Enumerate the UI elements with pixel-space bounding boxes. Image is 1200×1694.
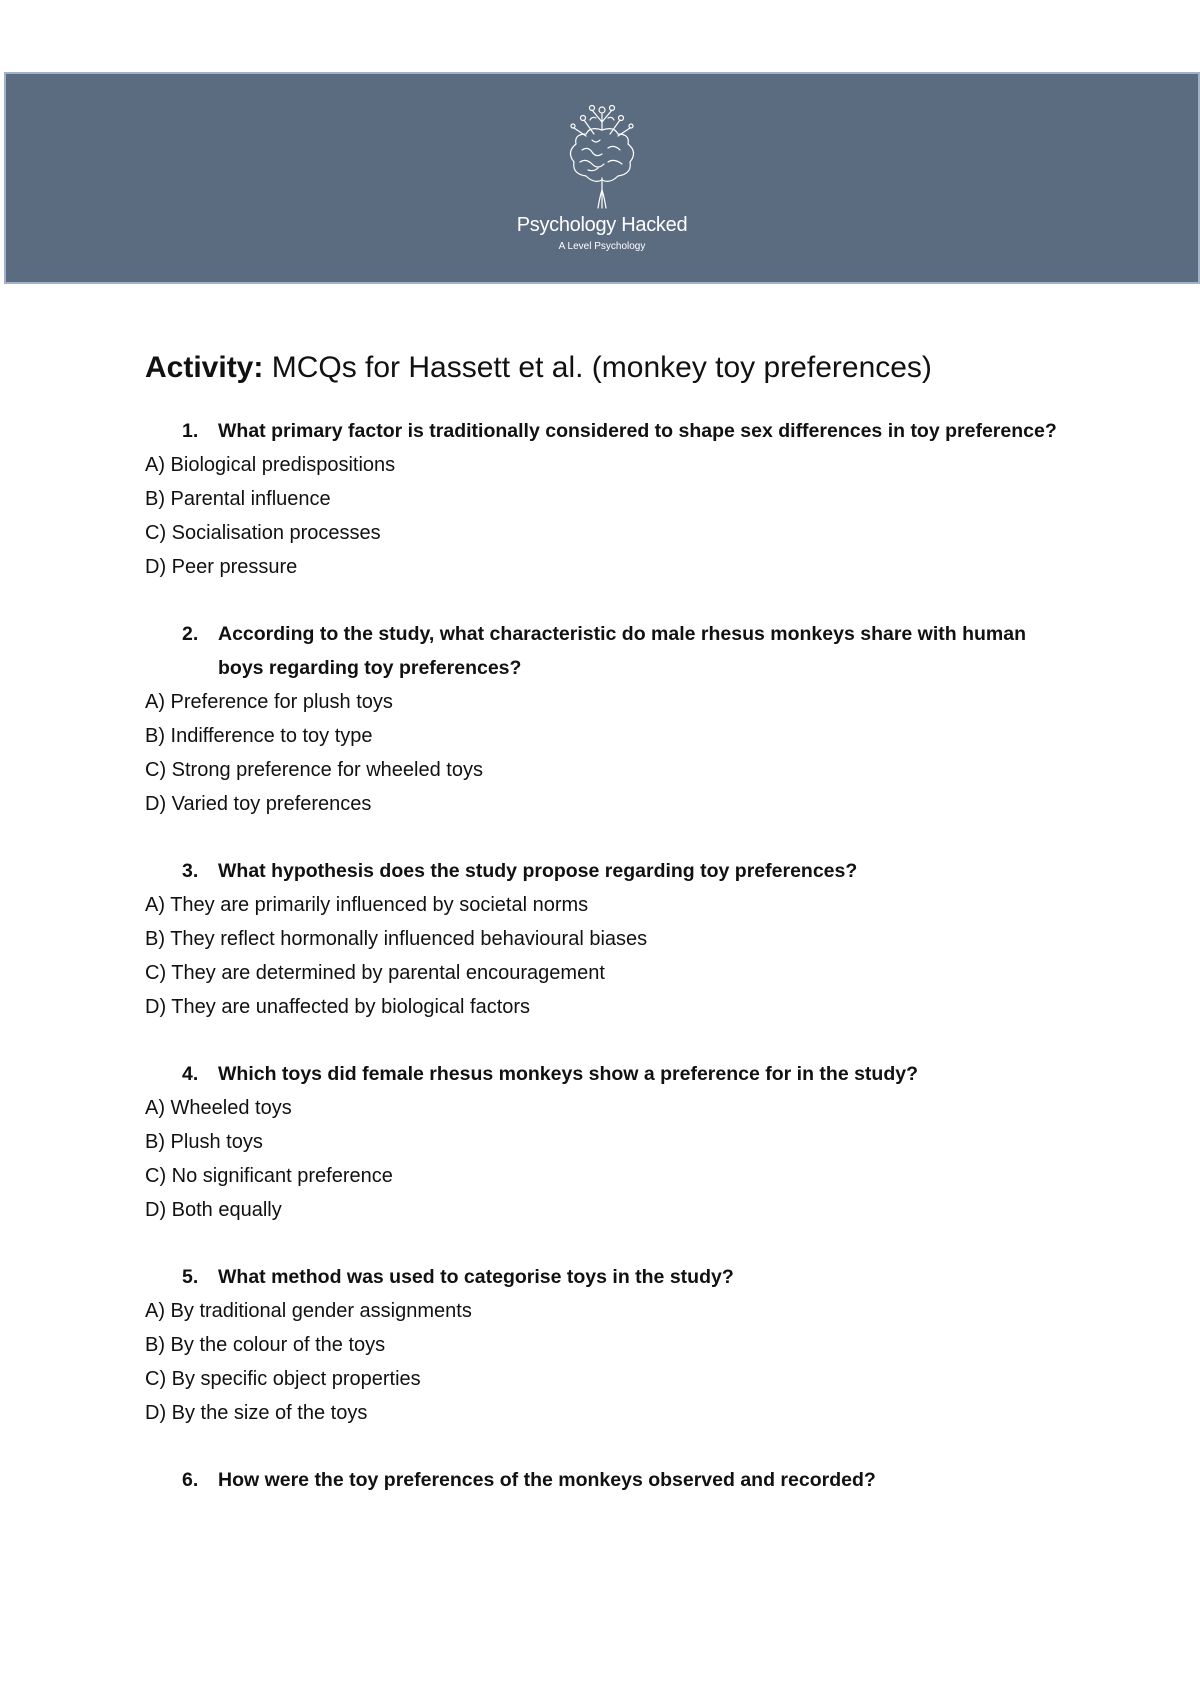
option-b: B) Indifference to toy type <box>145 725 373 747</box>
option-c: C) By specific object properties <box>145 1368 421 1390</box>
question-number: 2. <box>182 623 199 645</box>
question-4 <box>145 1057 1065 1227</box>
question-text: How were the toy preferences of the monkeys observed and recorded? <box>218 1469 876 1491</box>
logo <box>472 100 732 252</box>
option-b: B) Plush toys <box>145 1131 263 1153</box>
question-6 <box>145 1463 1065 1497</box>
brand-tagline: A Level Psychology <box>558 241 646 252</box>
question-number: 4. <box>182 1063 199 1085</box>
question-2 <box>145 617 1065 821</box>
option-d: D) By the size of the toys <box>145 1402 368 1424</box>
option-d: D) Varied toy preferences <box>145 793 372 815</box>
option-a: A) By traditional gender assignments <box>145 1300 472 1322</box>
header-banner <box>4 72 1200 284</box>
option-a: A) Wheeled toys <box>145 1097 292 1119</box>
question-3 <box>145 854 1065 1024</box>
option-d: D) They are unaffected by biological factors <box>145 996 531 1018</box>
option-a: A) They are primarily influenced by societal norms <box>145 894 589 916</box>
question-number: 3. <box>182 860 199 882</box>
option-c: C) Socialisation processes <box>145 522 381 544</box>
option-a: A) Biological predispositions <box>145 454 396 476</box>
question-number: 1. <box>182 420 199 442</box>
brain-tree-icon <box>552 100 652 212</box>
title-lead: Activity: <box>145 351 264 384</box>
question-text: Which toys did female rhesus monkeys show a preference for in the study? <box>218 1063 919 1085</box>
option-c: C) No significant preference <box>145 1165 393 1187</box>
question-5 <box>145 1260 1065 1430</box>
question-number: 6. <box>182 1469 199 1491</box>
question-text: According to the study, what characteristic do male rhesus monkeys share with human boys regarding toy preferences? <box>218 623 1027 679</box>
brand-name: Psychology Hacked <box>516 214 688 236</box>
question-text: What primary factor is traditionally considered to shape sex differences in toy preference? <box>218 420 1057 442</box>
question-number: 5. <box>182 1266 199 1288</box>
question-text: What hypothesis does the study propose regarding toy preferences? <box>218 860 858 882</box>
option-b: B) Parental influence <box>145 488 331 510</box>
question-text: What method was used to categorise toys in the study? <box>218 1266 734 1288</box>
option-a: A) Preference for plush toys <box>145 691 393 713</box>
question-1 <box>145 414 1065 584</box>
option-c: C) They are determined by parental encouragement <box>145 962 605 984</box>
option-b: B) By the colour of the toys <box>145 1334 386 1356</box>
option-b: B) They reflect hormonally influenced behavioural biases <box>145 928 648 950</box>
title-text: MCQs for Hassett et al. (monkey toy preferences) <box>271 351 932 384</box>
option-d: D) Both equally <box>145 1199 282 1221</box>
worksheet-content <box>145 350 1065 1530</box>
option-c: C) Strong preference for wheeled toys <box>145 759 483 781</box>
page-title <box>145 350 1065 386</box>
option-d: D) Peer pressure <box>145 556 298 578</box>
